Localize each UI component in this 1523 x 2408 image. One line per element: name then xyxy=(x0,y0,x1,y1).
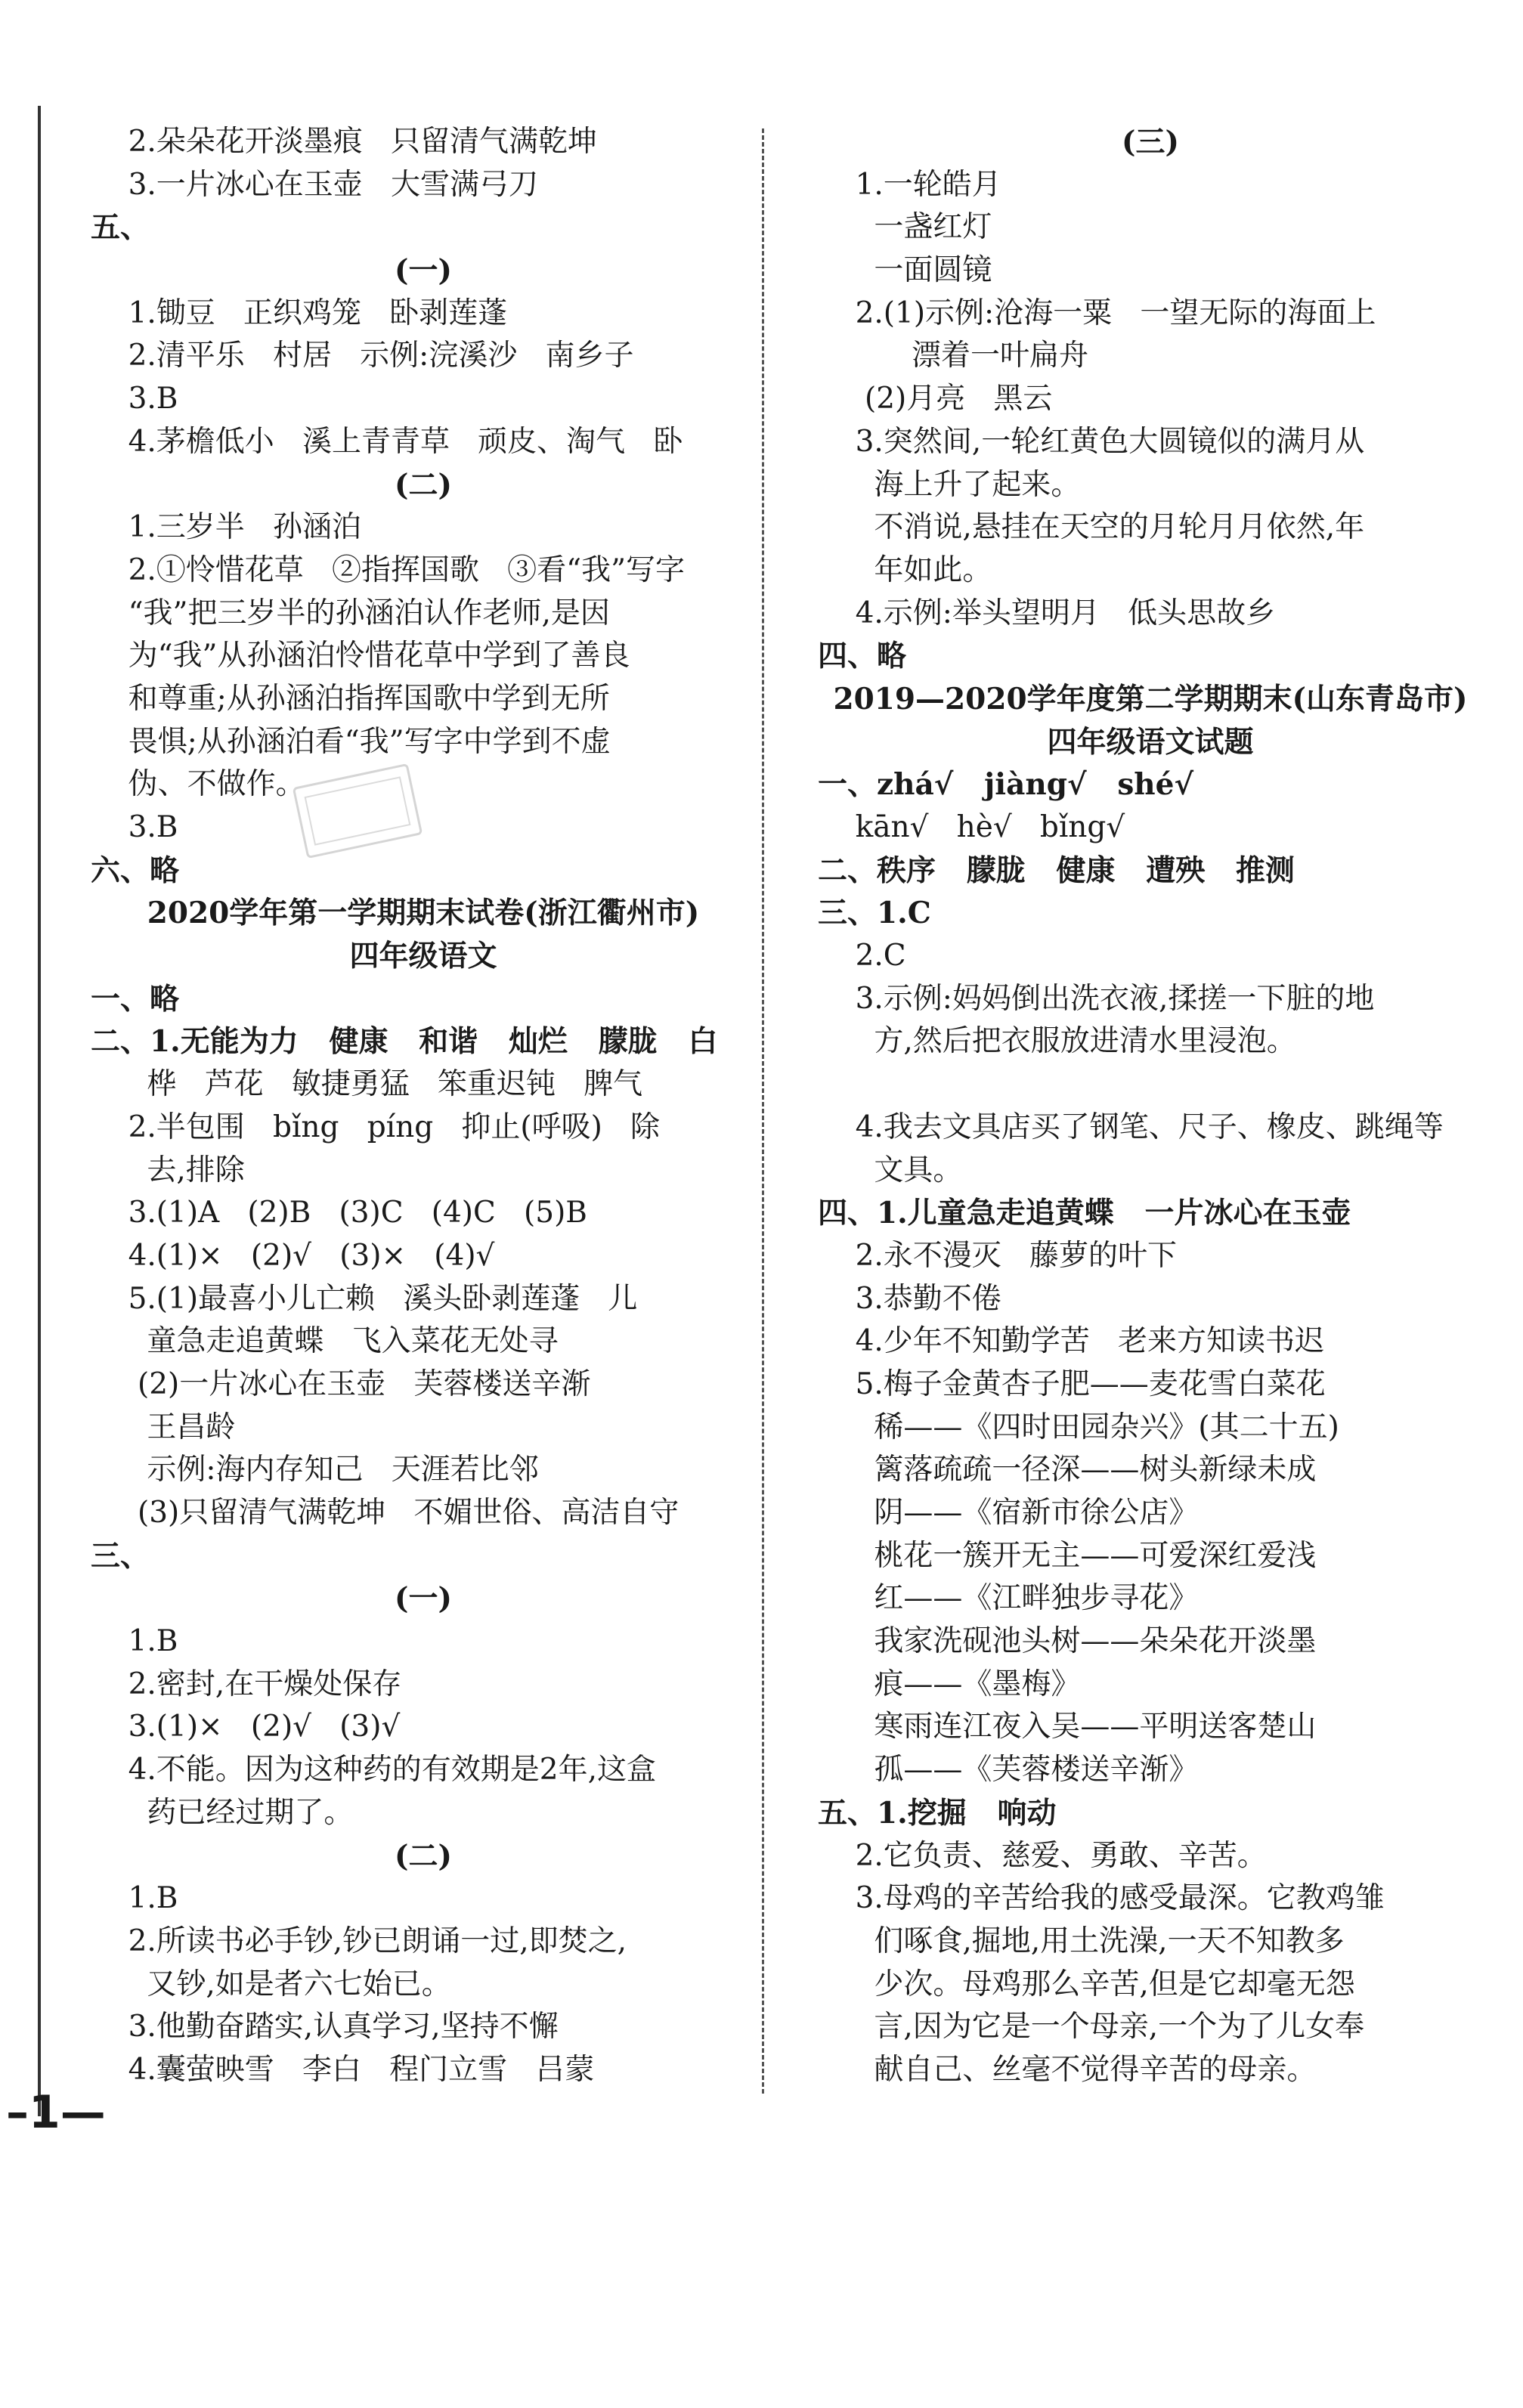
answer-line: 桦 芦花 敏捷勇猛 笨重迟钝 脾气 xyxy=(91,1067,643,1102)
answer-line: 3.B xyxy=(91,382,178,416)
answer-line: 们啄食,掘地,用土洗澡,一天不知教多 xyxy=(818,1924,1345,1958)
answer-line: 1.一轮皓月 xyxy=(818,167,1001,202)
section-line: 三、1.C xyxy=(818,896,931,931)
answer-line: 1.锄豆 正织鸡笼 卧剥莲蓬 xyxy=(91,296,508,330)
section-title: 2020学年第一学期期末试卷(浙江衢州市) xyxy=(147,896,700,931)
answer-line: 3.他勤奋踏实,认真学习,坚持不懈 xyxy=(91,2010,559,2044)
answer-line: (一) xyxy=(395,253,452,289)
answer-line: 伪、不做作。 xyxy=(91,767,305,802)
answer-line: 3.(1)× (2)√ (3)√ xyxy=(91,1710,401,1744)
section-line: 四、略 xyxy=(818,639,907,674)
answer-line: 2.C xyxy=(818,939,906,973)
section-title: 2019—2020学年度第二学期期末(山东青岛市) xyxy=(833,681,1468,717)
answer-line: (3)只留清气满乾坤 不媚世俗、高洁自守 xyxy=(91,1496,679,1530)
answer-line: 畏惧;从孙涵泊看“我”写字中学到不虚 xyxy=(91,724,611,759)
answer-line: (三) xyxy=(1122,125,1179,159)
answer-line: 我家洗砚池头树——朵朵花开淡墨 xyxy=(818,1624,1317,1659)
answer-line: 一面圆镜 xyxy=(818,253,992,288)
answer-line: 4.囊萤映雪 李白 程门立雪 吕蒙 xyxy=(91,2052,595,2087)
answer-line: 2.半包围 bǐng píng 抑止(呼吸) 除 xyxy=(91,1110,661,1144)
answer-line: 为“我”从孙涵泊怜惜花草中学到了善良 xyxy=(91,639,630,673)
answer-line: 献自己、丝毫不觉得辛苦的母亲。 xyxy=(818,2052,1317,2087)
section-title: 四年级语文试题 xyxy=(1047,724,1254,760)
answer-line: 1.B xyxy=(91,1881,178,1916)
answer-line: 言,因为它是一个母亲,一个为了儿女奉 xyxy=(818,2010,1365,2044)
answer-line: 3.B xyxy=(91,810,178,844)
column-divider xyxy=(762,128,764,2094)
answer-line: “我”把三岁半的孙涵泊认作老师,是因 xyxy=(91,596,610,630)
left-column xyxy=(91,121,756,2092)
page-number-value: 1 xyxy=(29,2086,60,2139)
answer-line: (二) xyxy=(395,467,452,503)
answer-line: 2.清平乐 村居 示例:浣溪沙 南乡子 xyxy=(91,339,634,373)
section-line: 二、1.无能为力 健康 和谐 灿烂 朦胧 白 xyxy=(91,1024,718,1060)
answer-line: kān√ hè√ bǐng√ xyxy=(818,810,1125,844)
answer-line: 药已经过期了。 xyxy=(91,1795,354,1830)
answer-line: 方,然后把衣服放进清水里浸泡。 xyxy=(818,1024,1296,1059)
answer-line: 3.一片冰心在玉壶 大雪满弓刀 xyxy=(91,167,538,202)
section-line: 六、略 xyxy=(91,853,180,888)
answer-line: 稀——《四时田园杂兴》(其二十五) xyxy=(818,1410,1339,1444)
answer-line: 2.(1)示例:沧海一粟 一望无际的海面上 xyxy=(818,296,1376,330)
answer-line: 孤——《芙蓉楼送辛渐》 xyxy=(818,1753,1199,1787)
section-line: 一、略 xyxy=(91,981,180,1017)
right-column xyxy=(818,121,1483,2092)
section-line: 五、1.挖掘 响动 xyxy=(818,1795,1057,1831)
answer-line: 红——《江畔独步寻花》 xyxy=(818,1581,1199,1616)
answer-line: 和尊重;从孙涵泊指挥国歌中学到无所 xyxy=(91,681,610,716)
answer-line: 4.茅檐低小 溪上青青草 顽皮、淘气 卧 xyxy=(91,424,683,459)
answer-line: (一) xyxy=(395,1581,452,1617)
answer-line: 不消说,悬挂在天空的月轮月月依然,年 xyxy=(818,510,1365,545)
binding-rule xyxy=(38,106,41,2116)
answer-line: 3.(1)A (2)B (3)C (4)C (5)B xyxy=(91,1196,587,1230)
answer-line: 3.示例:妈妈倒出洗衣液,揉搓一下脏的地 xyxy=(818,981,1375,1016)
answer-line: 4.我去文具店买了钢笔、尺子、橡皮、跳绳等 xyxy=(818,1110,1444,1144)
answer-line: 篱落疏疏一径深——树头新绿未成 xyxy=(818,1453,1317,1487)
answer-line: 1.B xyxy=(91,1624,178,1659)
answer-line: 4.示例:举头望明月 低头思故乡 xyxy=(818,596,1276,630)
page-number: –1— xyxy=(6,2086,106,2139)
answer-line: 2.所读书必手钞,钞已朗诵一过,即焚之, xyxy=(91,1924,627,1958)
answer-line: (二) xyxy=(395,1838,452,1874)
answer-line: 漂着一叶扁舟 xyxy=(818,339,1088,373)
section-title: 四年级语文 xyxy=(349,939,497,974)
answer-line: 年如此。 xyxy=(818,552,992,587)
answer-line: 3.突然间,一轮红黄色大圆镜似的满月从 xyxy=(818,424,1365,459)
answer-line: 1.三岁半 孙涵泊 xyxy=(91,510,361,545)
answer-line: (2)一片冰心在玉壶 芙蓉楼送辛渐 xyxy=(91,1366,591,1401)
answer-line: 3.恭勤不倦 xyxy=(818,1281,1001,1316)
answer-line: 示例:海内存知己 天涯若比邻 xyxy=(91,1453,539,1487)
section-line: 五、 xyxy=(91,210,150,246)
section-line: 二、秩序 朦胧 健康 遭殃 推测 xyxy=(818,853,1295,888)
answer-line: 2.它负责、慈爱、勇敢、辛苦。 xyxy=(818,1838,1267,1873)
answer-line: 海上升了起来。 xyxy=(818,467,1081,502)
answer-line: 2.朵朵花开淡墨痕 只留清气满乾坤 xyxy=(91,125,597,159)
answer-line: 2.密封,在干燥处保存 xyxy=(91,1667,402,1701)
answer-line: 童急走追黄蝶 飞入菜花无处寻 xyxy=(91,1324,559,1359)
answer-line: 4.不能。因为这种药的有效期是2年,这盒 xyxy=(91,1753,657,1787)
answer-line: 2.①怜惜花草 ②指挥国歌 ③看“我”写字 xyxy=(91,552,686,587)
answer-line: 3.母鸡的辛苦给我的感受最深。它教鸡雏 xyxy=(818,1881,1385,1916)
answer-line: 阴——《宿新市徐公店》 xyxy=(818,1496,1199,1530)
answer-line: 5.(1)最喜小儿亡赖 溪头卧剥莲蓬 儿 xyxy=(91,1281,638,1316)
answer-line: 痕——《墨梅》 xyxy=(818,1667,1081,1701)
answer-line: 寒雨连江夜入吴——平明送客楚山 xyxy=(818,1710,1317,1744)
answer-line: 桃花一簇开无主——可爱深红爱浅 xyxy=(818,1538,1317,1573)
answer-line: 2.永不漫灭 藤萝的叶下 xyxy=(818,1238,1177,1273)
section-line: 四、1.儿童急走追黄蝶 一片冰心在玉壶 xyxy=(818,1196,1351,1231)
answer-line: 5.梅子金黄杏子肥——麦花雪白菜花 xyxy=(818,1366,1326,1401)
answer-line: 一盏红灯 xyxy=(818,210,992,245)
answer-line: 去,排除 xyxy=(91,1153,245,1187)
answer-line: 少次。母鸡那么辛苦,但是它却毫无怨 xyxy=(818,1967,1355,2001)
section-line: 三、 xyxy=(91,1538,150,1574)
answer-line: 4.(1)× (2)√ (3)× (4)√ xyxy=(91,1238,495,1273)
answer-line: 又钞,如是者六七始已。 xyxy=(91,1967,451,2001)
answer-line: (2)月亮 黑云 xyxy=(818,382,1053,416)
answer-line: 文具。 xyxy=(818,1153,963,1187)
answer-line xyxy=(818,1063,1483,1107)
answer-line: 王昌龄 xyxy=(91,1410,236,1444)
section-line: 一、zhá√ jiàng√ shé√ xyxy=(818,767,1194,803)
answer-line: 4.少年不知勤学苦 老来方知读书迟 xyxy=(818,1324,1324,1359)
